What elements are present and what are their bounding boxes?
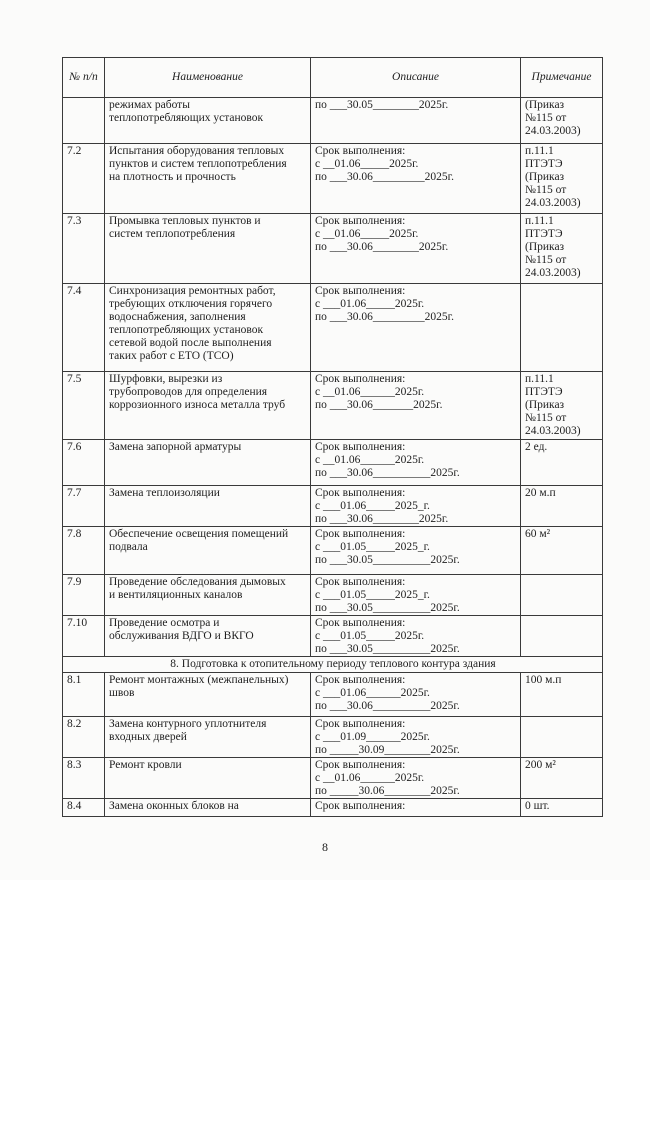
row-name: Замена теплоизоляции — [105, 486, 311, 527]
row-num: 8.4 — [63, 799, 105, 817]
table-row — [63, 616, 603, 657]
scan-blank-area — [0, 880, 650, 1147]
table-header-row — [63, 58, 603, 98]
table-row-continuation — [63, 98, 603, 144]
row-name: Ремонт монтажных (межпанельных) швов — [105, 673, 311, 717]
table-row — [63, 372, 603, 440]
row-num: 7.5 — [63, 372, 105, 440]
row-num — [63, 98, 105, 144]
table-row — [63, 575, 603, 616]
row-num: 8.2 — [63, 717, 105, 758]
row-name: Шурфовки, вырезки из трубопроводов для определения коррозионного износа металла труб — [105, 372, 311, 440]
row-note: п.11.1 ПТЭТЭ (Приказ №115 от 24.03.2003) — [521, 214, 603, 284]
row-name: режимах работы теплопотребляющих установок — [105, 98, 311, 144]
row-note: п.11.1 ПТЭТЭ (Приказ №115 от 24.03.2003) — [521, 144, 603, 214]
row-num: 7.8 — [63, 527, 105, 575]
row-note: 20 м.п — [521, 486, 603, 527]
row-num: 7.9 — [63, 575, 105, 616]
table-row — [63, 486, 603, 527]
row-name: Замена запорной арматуры — [105, 440, 311, 486]
row-name: Проведение обследования дымовых и вентиляционных каналов — [105, 575, 311, 616]
row-note: 2 ед. — [521, 440, 603, 486]
header-name: Наименование — [105, 58, 311, 98]
header-note: Примечание — [521, 58, 603, 98]
row-desc: Срок выполнения: с ___01.05_____2025_г. по ___30.05__________2025г. — [311, 575, 521, 616]
row-desc: Срок выполнения: с __01.06_____2025г. по ___30.06_________2025г. — [311, 144, 521, 214]
row-note — [521, 284, 603, 372]
row-desc: Срок выполнения: с ___01.05_____2025_г. по ___30.05__________2025г. — [311, 527, 521, 575]
table-row — [63, 673, 603, 717]
row-num: 8.1 — [63, 673, 105, 717]
row-desc: Срок выполнения: с __01.06______2025г. по ___30.06__________2025г. — [311, 440, 521, 486]
page-number: 8 — [322, 840, 328, 854]
table-row — [63, 144, 603, 214]
row-name: Ремонт кровли — [105, 758, 311, 799]
row-desc: Срок выполнения: с ___01.05_____2025г. по ___30.05__________2025г. — [311, 616, 521, 657]
section-8-title: 8. Подготовка к отопительному периоду теплового контура здания — [63, 657, 603, 673]
row-note: 0 шт. — [521, 799, 603, 817]
row-desc: Срок выполнения: с ___01.06______2025г. по ___30.06__________2025г. — [311, 673, 521, 717]
row-desc: Срок выполнения: с __01.06______2025г. по ___30.06_______2025г. — [311, 372, 521, 440]
row-desc: Срок выполнения: с __01.06______2025г. по _____30.06________2025г. — [311, 758, 521, 799]
row-desc: Срок выполнения: с ___01.09______2025г. по _____30.09________2025г. — [311, 717, 521, 758]
row-note: 200 м² — [521, 758, 603, 799]
row-name: Замена оконных блоков на — [105, 799, 311, 817]
work-plan-table — [62, 57, 603, 817]
table-row — [63, 214, 603, 284]
table-row — [63, 284, 603, 372]
row-desc: Срок выполнения: — [311, 799, 521, 817]
row-note: п.11.1 ПТЭТЭ (Приказ №115 от 24.03.2003) — [521, 372, 603, 440]
section-header-row — [63, 657, 603, 673]
table-row — [63, 440, 603, 486]
row-num: 7.3 — [63, 214, 105, 284]
row-num: 7.7 — [63, 486, 105, 527]
row-desc: Срок выполнения: с ___01.06_____2025_г. по ___30.06________2025г. — [311, 486, 521, 527]
row-name: Замена контурного уплотнителя входных дверей — [105, 717, 311, 758]
header-desc: Описание — [311, 58, 521, 98]
row-note: (Приказ №115 от 24.03.2003) — [521, 98, 603, 144]
row-num: 8.3 — [63, 758, 105, 799]
row-note — [521, 575, 603, 616]
row-note — [521, 717, 603, 758]
row-note: 60 м² — [521, 527, 603, 575]
row-note: 100 м.п — [521, 673, 603, 717]
table-row — [63, 758, 603, 799]
table-row — [63, 799, 603, 817]
row-desc: Срок выполнения: с ___01.06_____2025г. по ___30.06_________2025г. — [311, 284, 521, 372]
document-page — [62, 57, 603, 817]
table-row — [63, 527, 603, 575]
table-row — [63, 717, 603, 758]
row-num: 7.2 — [63, 144, 105, 214]
row-name: Синхронизация ремонтных работ, требующих отключения горячего водоснабжения, заполнения теплопотребляющих установок сетевой водой после выполнения таких работ с ЕТО (ТСО) — [105, 284, 311, 372]
row-name: Обеспечение освещения помещений подвала — [105, 527, 311, 575]
row-num: 7.6 — [63, 440, 105, 486]
row-name: Промывка тепловых пунктов и систем теплопотребления — [105, 214, 311, 284]
row-note — [521, 616, 603, 657]
row-num: 7.4 — [63, 284, 105, 372]
row-desc: по ___30.05________2025г. — [311, 98, 521, 144]
row-name: Испытания оборудования тепловых пунктов и систем теплопотребления на плотность и прочность — [105, 144, 311, 214]
row-name: Проведение осмотра и обслуживания ВДГО и ВКГО — [105, 616, 311, 657]
row-num: 7.10 — [63, 616, 105, 657]
row-desc: Срок выполнения: с __01.06_____2025г. по ___30.06________2025г. — [311, 214, 521, 284]
header-num: № п/п — [63, 58, 105, 98]
